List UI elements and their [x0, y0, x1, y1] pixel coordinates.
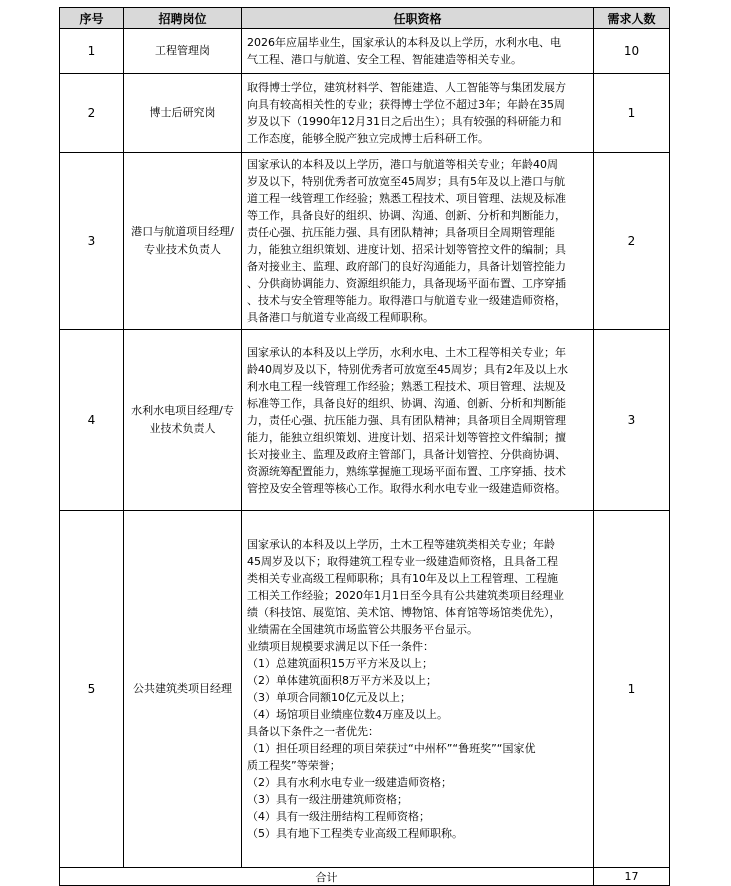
row-seq: 2: [60, 74, 124, 153]
qualification-line: 备对接业主、监理、政府部门的良好沟通能力，具备计划管控能力: [247, 260, 566, 273]
qualification-line: 气工程、港口与航道、安全工程、智能建造等相关专业。: [247, 53, 522, 66]
table-row: [60, 511, 670, 868]
row-seq: 4: [60, 330, 124, 511]
qualification-line: 、分供商协调能力、资源组织能力，具备现场平面布置、工序穿插: [247, 277, 566, 290]
qualification-line: （3）单项合同额10亿元及以上；: [247, 691, 411, 704]
header-position: 招聘岗位: [124, 8, 242, 29]
total-label: 合计: [60, 868, 594, 886]
row-qualifications: [242, 74, 594, 153]
table-row: [60, 330, 670, 511]
row-qualifications: [242, 330, 594, 511]
qualification-line: 利水电工程一线管理工作经验；熟悉工程技术、项目管理、法规及: [247, 379, 566, 393]
qualification-line: 岁及以下（1990年12月31日之后出生）；具有较强的科研能力和: [247, 115, 562, 128]
row-count: 3: [594, 330, 670, 511]
qualification-line: 能力，能独立组织策划、进度计划、招采计划等管控文件编制；擅: [247, 430, 566, 444]
qualification-line: （4）具有一级注册结构工程师资格；: [247, 810, 430, 823]
header-qualifications: 任职资格: [242, 8, 594, 29]
qualification-line: 国家承认的本科及以上学历，水利水电、土木工程等相关专业；年: [247, 345, 566, 359]
qualification-line: 龄40周岁及以下，特别优秀者可放宽至45周岁；具有2年及以上水: [247, 362, 568, 376]
qualification-line: 工相关工作经验；2020年1月1日至今具有公共建筑类项目经理业: [247, 589, 564, 602]
header-count: 需求人数: [594, 8, 670, 29]
qualification-line: 业绩项目规模要求满足以下任一条件：: [247, 640, 434, 653]
total-count: 17: [594, 868, 670, 886]
table-row: [60, 74, 670, 153]
qualification-line: 向具有较高相关性的专业；获得博士学位不超过3年；年龄在35周: [247, 98, 565, 111]
qualification-line: 力，责任心强、抗压能力强、具有团队精神；具备项目全周期管理: [247, 413, 566, 427]
row-position: 公共建筑类项目经理: [124, 511, 242, 868]
row-count: 1: [594, 511, 670, 868]
position-line: 港口与航道项目经理/: [131, 225, 234, 238]
qualification-line: 道工程一线管理工作经验；熟悉工程技术、项目管理、法规及标准: [247, 192, 566, 205]
qualification-line: 绩（科技馆、展览馆、美术馆、博物馆、体育馆等场馆类优先），: [247, 606, 561, 619]
qualification-line: 国家承认的本科及以上学历，土木工程等建筑类相关专业；年龄: [247, 538, 555, 551]
row-position: [124, 330, 242, 511]
row-seq: 3: [60, 153, 124, 330]
qualification-line: 力，能独立组织策划、进度计划、招采计划等管控文件的编制；具: [247, 243, 566, 256]
qualification-line: 具备港口与航道专业高级工程师职称。: [247, 311, 434, 324]
table-row: [60, 29, 670, 74]
qualification-line: （5）具有地下工程类专业高级工程师职称。: [247, 827, 463, 840]
position-line: 业技术负责人: [149, 422, 216, 435]
qualification-line: 资源统筹配置能力，熟练掌握施工现场平面布置、工序穿插、技术: [247, 464, 566, 478]
row-count: 2: [594, 153, 670, 330]
row-count: 1: [594, 74, 670, 153]
total-row: [60, 868, 670, 886]
header-row: [60, 8, 670, 29]
qualification-line: （2）具有水利水电专业一级建造师资格；: [247, 776, 452, 789]
qualification-line: 等工作，具备良好的组织、协调、沟通、创新、分析和判断能力，: [247, 209, 566, 222]
header-seq: 序号: [60, 8, 124, 29]
qualification-line: 责任心强、抗压能力强、具有团队精神；具备项目全周期管理能: [247, 226, 555, 239]
qualification-line: 45周岁及以下；取得建筑工程专业一级建造师资格，且具备工程: [247, 555, 558, 568]
qualification-line: 岁及以下，特别优秀者可放宽至45周岁；具有5年及以上港口与航: [247, 175, 565, 188]
qualification-line: （4）场馆项目业绩座位数4万座及以上。: [247, 708, 448, 721]
row-seq: 5: [60, 511, 124, 868]
row-position: 博士后研究岗: [124, 74, 242, 153]
qualification-line: 国家承认的本科及以上学历，港口与航道等相关专业；年龄40周: [247, 158, 558, 171]
row-seq: 1: [60, 29, 124, 74]
recruitment-table: [59, 7, 670, 886]
row-position: 工程管理岗: [124, 29, 242, 74]
row-qualifications: [242, 511, 594, 868]
row-qualifications: [242, 153, 594, 330]
position-line: 专业技术负责人: [144, 243, 221, 256]
qualification-line: 具备以下条件之一者优先：: [247, 725, 379, 738]
row-count: 10: [594, 29, 670, 74]
qualification-line: 管控及安全管理等核心工作。取得水利水电专业一级建造师资格。: [247, 481, 566, 495]
table-row: [60, 153, 670, 330]
qualification-line: （1）总建筑面积15万平方米及以上；: [247, 657, 433, 670]
qualification-line: 取得博士学位，建筑材料学、智能建造、人工智能等与集团发展方: [247, 81, 566, 94]
qualification-line: （1）担任项目经理的项目荣获过“中州杯”“鲁班奖”“国家优: [247, 742, 536, 755]
qualification-line: 标准等工作，具备良好的组织、协调、沟通、创新、分析和判断能: [247, 396, 566, 410]
qualification-line: 类相关专业高级工程师职称；具有10年及以上工程管理、工程施: [247, 572, 558, 585]
qualification-line: 工作态度，能够全脱产独立完成博士后科研工作。: [247, 132, 489, 145]
qualification-line: 业绩需在全国建筑市场监管公共服务平台显示。: [247, 623, 478, 636]
row-qualifications: [242, 29, 594, 74]
position-line: 水利水电项目经理/专: [131, 404, 234, 417]
qualification-line: （2）单体建筑面积8万平方米及以上；: [247, 674, 437, 687]
row-position: [124, 153, 242, 330]
qualification-line: 2026年应届毕业生，国家承认的本科及以上学历，水利水电、电: [247, 36, 561, 49]
qualification-line: （3）具有一级注册建筑师资格；: [247, 793, 408, 806]
qualification-line: 、技术与安全管理等能力。取得港口与航道专业一级建造师资格，: [247, 294, 566, 307]
qualification-line: 长对接业主、监理及政府主管部门，具备计划管控、分供商协调、: [247, 447, 566, 461]
qualification-line: 质工程奖”等荣誉；: [247, 759, 341, 772]
